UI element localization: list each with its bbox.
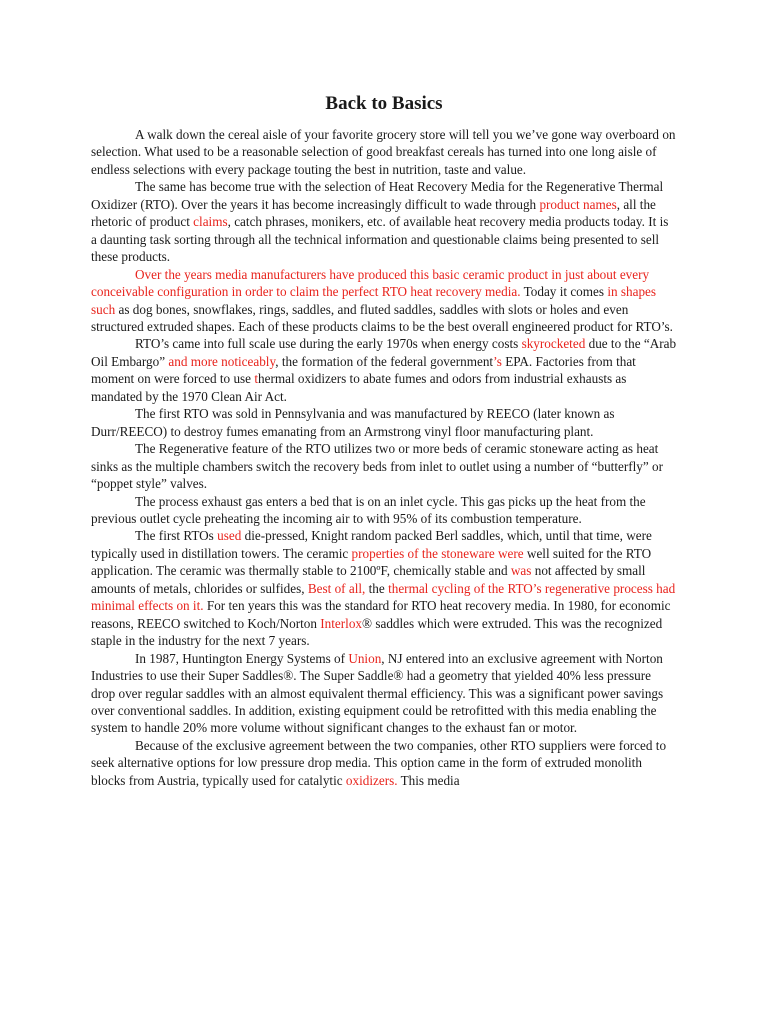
highlighted-text: was bbox=[510, 563, 532, 579]
text-run: not affected by small amounts of metals, chlorides or sulfides, bbox=[91, 563, 646, 596]
text-run: well suited for the RTO application. The ceramic was thermally stable to 2100ºF, chemically stable and bbox=[91, 545, 652, 579]
body-paragraph bbox=[91, 527, 677, 649]
body-paragraph bbox=[91, 493, 677, 528]
highlighted-text: t bbox=[254, 371, 258, 387]
text-run: due to the “Arab Oil Embargo” bbox=[91, 336, 677, 369]
text-run: , the formation of the federal government bbox=[275, 353, 494, 369]
body-paragraph bbox=[91, 178, 677, 265]
text-run: ® saddles which were extruded. This was the recognized staple in the industry for the next 7 years. bbox=[91, 615, 663, 649]
highlighted-text: Union bbox=[348, 650, 382, 666]
text-run: hermal oxidizers to abate fumes and odors from industrial exhausts as mandated by the 1970 Clean Air Act. bbox=[91, 371, 627, 404]
body-paragraph bbox=[91, 126, 677, 178]
body-paragraph bbox=[91, 737, 677, 789]
document-page bbox=[91, 92, 677, 789]
text-run: In 1987, Huntington Energy Systems of bbox=[135, 650, 349, 666]
highlighted-text: product names bbox=[539, 196, 617, 212]
highlighted-text: properties of the stoneware were bbox=[351, 545, 524, 561]
text-run: A walk down the cereal aisle of your favorite grocery store will tell you we’ve gone way overboard on selection. What used to be a reasonable selection of good breakfast cereals has turned into one long aisle of endless selections with every package touting the best in nutrition, taste and value. bbox=[91, 127, 676, 177]
highlighted-text: Interlox bbox=[320, 615, 363, 631]
highlighted-text: ’s bbox=[493, 353, 502, 369]
text-run: , all the rhetoric of product bbox=[91, 196, 656, 230]
highlighted-text: claims bbox=[193, 214, 228, 230]
highlighted-text: in shapes such bbox=[91, 284, 657, 317]
text-run: die-pressed, Knight random packed Berl saddles, which, until that time, were typically used in distillation towers. The ceramic bbox=[91, 528, 652, 561]
document-body bbox=[91, 126, 677, 789]
text-run: The process exhaust gas enters a bed that is on an inlet cycle. This gas picks up the heat from the previous outlet cycle preheating the incoming air to with 95% of its combustion temperature. bbox=[91, 493, 646, 526]
highlighted-text: skyrocketed bbox=[521, 336, 586, 352]
text-run: , catch phrases, monikers, etc. of available heat recovery media products today. It is a daunting task sorting through all the technical information and questionable claims being presented to sell these products. bbox=[91, 214, 669, 265]
body-paragraph bbox=[91, 266, 677, 336]
highlighted-text: thermal cycling of the RTO’s regenerative process had minimal effects on it. bbox=[91, 580, 676, 614]
text-run: For ten years this was the standard for RTO heat recovery media. In 1980, for economic reasons, REECO switched to Koch/Norton bbox=[91, 598, 671, 631]
body-paragraph bbox=[91, 335, 677, 405]
text-run: The Regenerative feature of the RTO utilizes two or more beds of ceramic stoneware acting as heat sinks as the multiple chambers switch the recovery beds from inlet to outlet using a number of “butterfly” or “poppet style” valves. bbox=[91, 441, 664, 492]
text-run: Because of the exclusive agreement between the two companies, other RTO suppliers were forced to seek alternative options for low pressure drop media. This option came in the form of extruded monolith blocks from Austria, typically used for catalytic bbox=[91, 737, 667, 788]
body-paragraph bbox=[91, 440, 677, 492]
highlighted-text: Over the years media manufacturers have produced this basic ceramic product in just about every conceivable configuration in order to claim the perfect RTO heat recovery media. bbox=[91, 266, 650, 300]
page-title: Back to Basics bbox=[325, 93, 443, 114]
text-run: The first RTOs bbox=[135, 528, 218, 544]
text-run: the bbox=[365, 580, 389, 596]
text-run: The first RTO was sold in Pennsylvania and was manufactured by REECO (later known as Durr/REECO) to destroy fumes emanating from an Armstrong vinyl floor manufacturing plant. bbox=[91, 406, 615, 439]
text-run: , NJ entered into an exclusive agreement with Norton Industries to use their Super Saddles®. The Super Saddle® had a geometry that yielded 40% less pressure drop over regular saddles with an almost equivalent thermal efficiency. This was a significant power savings over conventional saddles. In addition, existing equipment could be retrofitted with this media enabling the system to handle 20% more volume without significant changes to the exhaust fan or motor. bbox=[91, 650, 664, 736]
text-run: Today it comes bbox=[520, 284, 608, 300]
body-paragraph bbox=[91, 405, 677, 440]
text-run: The same has become true with the selection of Heat Recovery Media for the Regenerative Thermal Oxidizer (RTO). Over the years it has become increasingly difficult to wade through bbox=[91, 179, 664, 212]
text-run: as dog bones, snowflakes, rings, saddles, and fluted saddles, saddles with slots or holes and even structured extruded shapes. Each of these products claims to be the best overall engineered product for RTO’s. bbox=[91, 301, 673, 334]
text-run: EPA. Factories from that moment on were forced to use bbox=[91, 353, 636, 387]
body-paragraph bbox=[91, 650, 677, 737]
highlighted-text: oxidizers. bbox=[345, 772, 398, 788]
highlighted-text: Best of all, bbox=[307, 580, 366, 596]
highlighted-text: used bbox=[217, 528, 242, 544]
highlighted-text: and more noticeably bbox=[168, 353, 276, 369]
text-run: This media bbox=[397, 772, 460, 788]
text-run: RTO’s came into full scale use during the early 1970s when energy costs bbox=[135, 336, 522, 352]
